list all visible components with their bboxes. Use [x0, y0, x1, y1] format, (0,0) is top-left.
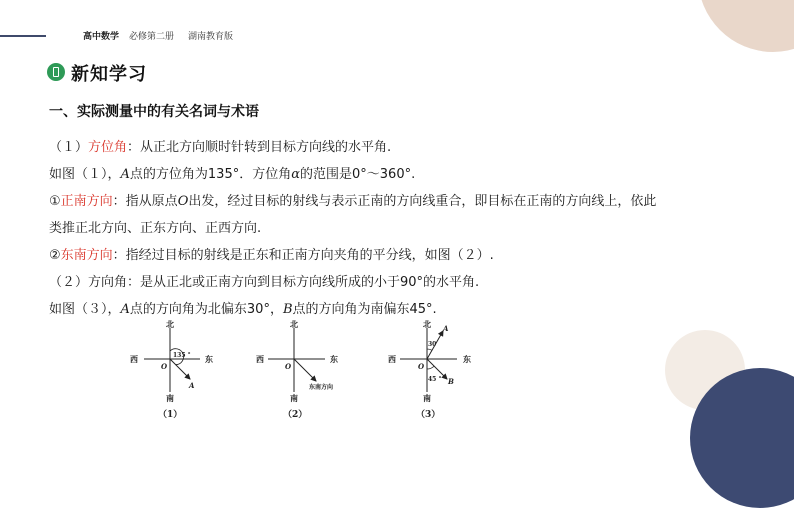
north-label: 北: [166, 319, 174, 329]
point-label: A: [120, 302, 130, 317]
page-header: [83, 29, 233, 42]
south-label: 南: [290, 393, 298, 403]
paragraph-prefix: ①: [49, 194, 61, 209]
southeast-label: 东南方向: [309, 384, 334, 391]
point-a-label: A: [443, 324, 449, 333]
alpha-symbol: α: [291, 167, 301, 182]
paragraph-prefix: ②: [49, 248, 61, 263]
angle-se-label: 45 °: [428, 376, 442, 383]
point-label: A: [120, 167, 130, 182]
west-label: 西: [256, 354, 264, 364]
north-label: 北: [290, 319, 298, 329]
figure-caption: （2）: [283, 410, 308, 420]
paragraph-due-south: [49, 190, 656, 209]
paragraph-text: 点的方位角为135°．方位角: [129, 167, 292, 182]
term-southeast: 东南方向: [60, 248, 113, 263]
paragraph-text: 如图（３），: [49, 302, 121, 317]
paragraph-text: ：从正北方向顺时针转到目标方向线的水平角.: [127, 140, 392, 155]
origin-label: O: [177, 194, 189, 209]
angle-arc-se: [427, 366, 434, 369]
south-label: 南: [423, 393, 431, 403]
book-icon: [47, 63, 65, 81]
paragraph-figure1: [49, 163, 415, 182]
paragraph-text: 的范围是0°～360°.: [300, 167, 416, 182]
figure-caption: （1）: [158, 410, 183, 420]
paragraph-text: ：指经过目标的射线是正东和正南方向夹角的平分线，如图（２）.: [112, 248, 494, 263]
point-label: B: [282, 302, 293, 317]
south-label: 南: [166, 393, 174, 403]
east-label: 东: [463, 354, 471, 364]
header-publisher: 湖南教育版: [188, 32, 234, 42]
section-title: 新知学习: [71, 64, 147, 85]
paragraph-text: 点的方向角为北偏东30°，: [129, 302, 283, 317]
paragraph-southeast: [49, 244, 494, 263]
north-label: 北: [423, 319, 431, 329]
paragraph-text: 出发，经过目标的射线与表示正南的方向线重合，即目标在正南的方向线上，依此: [188, 194, 657, 209]
paragraph-prefix: （１）: [49, 140, 89, 155]
angle-arc-ne: [427, 349, 432, 350]
west-label: 西: [388, 354, 396, 364]
figure-2: [253, 318, 363, 427]
east-label: 东: [205, 354, 213, 364]
point-a-label: A: [189, 381, 195, 390]
paragraph-text: 点的方向角为南偏东45°.: [292, 302, 437, 317]
paragraph-text: 如图（１），: [49, 167, 121, 182]
header-accent-line: [0, 35, 46, 37]
paragraph-analogy: 类推正北方向、正东方向、正西方向.: [49, 221, 262, 236]
angle-ne-label: 30: [428, 341, 437, 348]
angle-label: 135 °: [173, 352, 191, 359]
decorative-circle-peach: [698, 0, 794, 52]
figure-1: [125, 318, 235, 427]
subheading: 一、实际测量中的有关名词与术语: [49, 104, 259, 120]
figure-caption: （3）: [416, 410, 441, 420]
origin-label: O: [161, 362, 168, 371]
paragraph-figure3: [49, 298, 437, 317]
origin-label: O: [418, 362, 425, 371]
header-subject: 高中数学: [83, 32, 120, 42]
southeast-ray: [294, 359, 316, 381]
point-b-label: B: [448, 377, 454, 386]
origin-label: O: [285, 362, 292, 371]
east-label: 东: [330, 354, 338, 364]
header-book: 必修第二册: [129, 32, 175, 42]
figure-3: [385, 318, 495, 427]
west-label: 西: [130, 354, 138, 364]
paragraph-azimuth-definition: [49, 136, 391, 155]
direction-ray: [170, 359, 190, 379]
paragraph-text: ：指从原点: [112, 194, 178, 209]
term-due-south: 正南方向: [60, 194, 113, 209]
paragraph-direction-angle: （２）方向角：是从正北或正南方向到目标方向线所成的小于90°的水平角.: [49, 275, 480, 290]
term-azimuth: 方位角: [88, 140, 128, 155]
